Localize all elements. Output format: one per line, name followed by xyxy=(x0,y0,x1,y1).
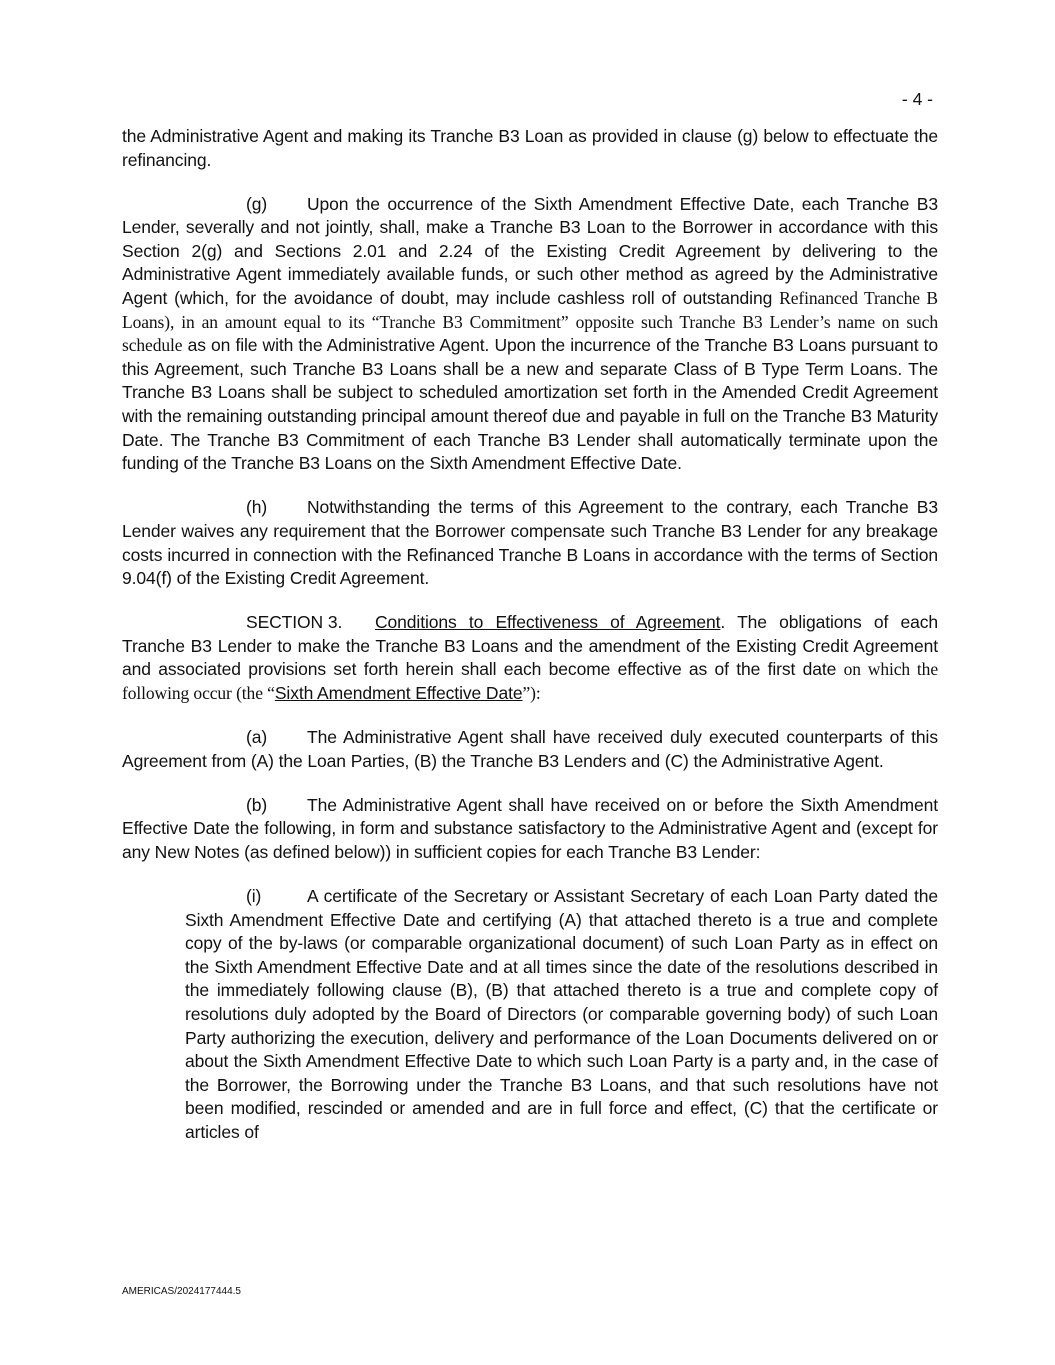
paragraph-g-label: (g) xyxy=(246,193,268,214)
paragraph-i-text: A certificate of the Secretary or Assistant Secretary of each Loan Party dated the Sixth Amendment Effective Date and certifying (A) that attached thereto is a true and complete copy of the by-laws (or comparable organizational document) of such Loan Party as in effect on the Sixth Amendment Effective Date and at all times since the date of the resolutions described in the immediately following clause (B), (B) that attached thereto is a true and complete copy of resolutions duly adopted by the Board of Directors (or comparable governing body) of such Loan Party authorizing the execution, delivery and performance of the Loan Documents delivered on or about the Sixth Amendment Effective Date to which such Loan Party is a party and, in the case of the Borrower, the Borrowing under the Tranche B3 Loans, and that such resolutions have not been modified, rescinded or amended and are in full force and effect, (C) that the certificate or articles of xyxy=(185,886,938,1142)
section-3-text-a: The obligations of each Tranche B3 Lender to make the Tranche B3 Loans and the amendment of the Existing Credit Agreement and associated provisions set forth herein shall each become effective as of the first date xyxy=(122,612,938,680)
section-3-defined-term: Sixth Amendment Effective Date xyxy=(274,682,523,703)
section-3-text-serif: on which the following occur (the “ xyxy=(122,659,938,703)
page-number: - 4 - xyxy=(901,89,933,109)
section-3 xyxy=(122,611,938,705)
continuation-paragraph xyxy=(122,125,938,172)
document-id-footer: AMERICAS/2024177444.5 xyxy=(122,1286,241,1297)
paragraph-i xyxy=(185,885,938,1145)
paragraph-h-label: (h) xyxy=(246,497,268,518)
paragraph-a-label: (a) xyxy=(246,727,268,748)
paragraph-g xyxy=(122,193,938,476)
paragraph-h-text: Notwithstanding the terms of this Agreement to the contrary, each Tranche B3 Lender waives any requirement that the Borrower compensate such Tranche B3 Lender for any breakage costs incurred in connection with the Refinanced Tranche B Loans in accordance with the terms of Section 9.04(f) of the Existing Credit Agreement. xyxy=(122,497,938,589)
section-3-heading: Conditions to Effectiveness of Agreement xyxy=(375,612,721,633)
paragraph-i-label: (i) xyxy=(246,886,262,907)
paragraph-b-label: (b) xyxy=(246,794,268,815)
paragraph-b xyxy=(122,794,938,865)
paragraph-g-text-b: as on file with the Administrative Agent. Upon the incurrence of the Tranche B3 Loans pursuant to this Agreement, such Tranche B3 Loans shall be a new and separate Class of B Type Term Loans. The Tranche B3 Loans shall be subject to scheduled amortization set forth in the Amended Credit Agreement with the remaining outstanding principal amount thereof due and payable in full on the Tranche B3 Maturity Date. The Tranche B3 Commitment of each Tranche B3 Lender shall automatically terminate upon the funding of the Tranche B3 Loans on the Sixth Amendment Effective Date. xyxy=(122,335,938,474)
section-3-label: SECTION 3. xyxy=(246,612,343,633)
section-3-text-end: ”): xyxy=(522,682,541,703)
paragraph-g-text-a: Upon the occurrence of the Sixth Amendment Effective Date, each Tranche B3 Lender, severally and not jointly, shall, make a Tranche B3 Loan to the Borrower in accordance with this Section 2(g) and Sections 2.01 and 2.24 of the Existing Credit Agreement by delivering to the Administrative Agent immediately available funds, or such other method as agreed by the Administrative Agent (which, for the avoidance of doubt, may include cashless roll of outstanding xyxy=(122,193,938,309)
paragraph-b-text: The Administrative Agent shall have received on or before the Sixth Amendment Effective Date the following, in form and substance satisfactory to the Administrative Agent and (except for any New Notes (as defined below)) in sufficient copies for each Tranche B3 Lender: xyxy=(122,794,938,862)
paragraph-h xyxy=(122,496,938,590)
paragraph-g-text-serif: Refinanced Tranche B Loans), in an amount equal to its “Tranche B3 Commitment” opposite such Tranche B3 Lender’s name on such schedule xyxy=(122,288,938,356)
section-3-heading-end: . xyxy=(720,612,726,633)
document-body xyxy=(122,125,938,1165)
continuation-text: the Administrative Agent and making its Tranche B3 Loan as provided in clause (g) below to effectuate the refinancing. xyxy=(122,126,938,170)
paragraph-a-text: The Administrative Agent shall have received duly executed counterparts of this Agreement from (A) the Loan Parties, (B) the Tranche B3 Lenders and (C) the Administrative Agent. xyxy=(122,727,938,771)
paragraph-a xyxy=(122,726,938,773)
